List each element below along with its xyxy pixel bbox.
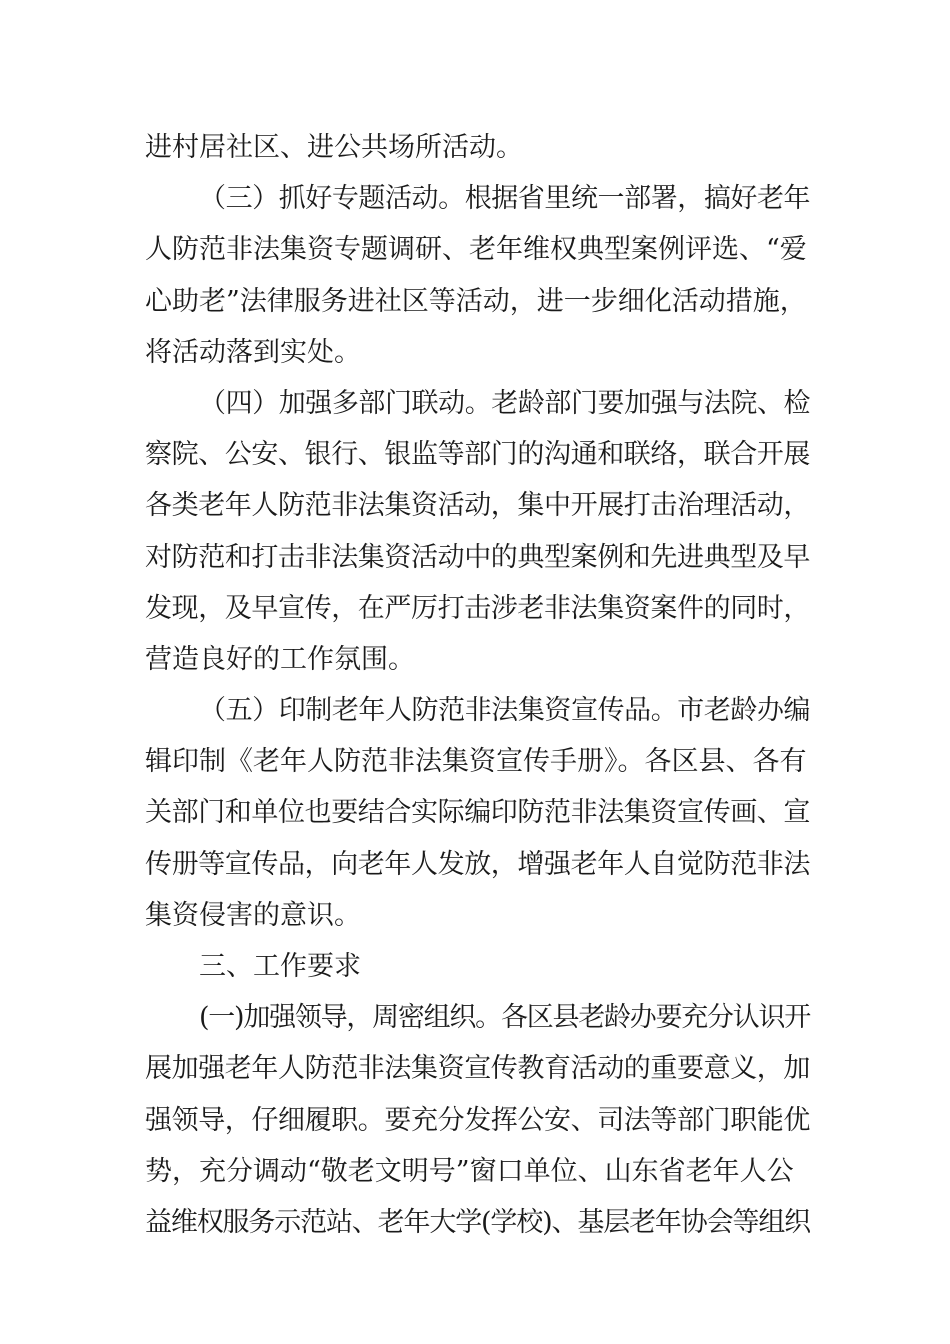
text-line: 益维权服务示范站、老年大学(学校)、基层老年协会等组织	[145, 1206, 811, 1238]
section-heading: 三、工作要求	[199, 951, 361, 982]
text-line: 势，充分调动“敬老文明号”窗口单位、山东省老年人公	[145, 1155, 794, 1187]
text-line: 人防范非法集资专题调研、老年维权典型案例评选、“爱	[145, 234, 807, 266]
text-line: 集资侵害的意识。	[145, 899, 361, 931]
text-line: 察院、公安、银行、银监等部门的沟通和联络，联合开展	[145, 439, 810, 471]
text-line: (一)加强领导，周密组织。各区县老龄办要充分认识开	[199, 1002, 811, 1034]
text-line: 营造良好的工作氛围。	[145, 643, 415, 675]
text-line: （四）加强多部门联动。老龄部门要加强与法院、检	[199, 387, 811, 419]
text-line: （五）印制老年人防范非法集资宣传品。市老龄办编	[199, 695, 811, 727]
text-line: 将活动落到实处。	[145, 336, 361, 368]
text-line: 传册等宣传品，向老年人发放，增强老年人自觉防范非法	[145, 848, 810, 880]
text-line: 进村居社区、进公共场所活动。	[145, 132, 523, 163]
text-line: （三）抓好专题活动。根据省里统一部署，搞好老年	[199, 183, 811, 215]
text-line: 各类老年人防范非法集资活动，集中开展打击治理活动，	[145, 490, 810, 522]
text-line: 展加强老年人防范非法集资宣传教育活动的重要意义，加	[145, 1053, 810, 1085]
text-line: 对防范和打击非法集资活动中的典型案例和先进典型及早	[145, 541, 810, 573]
text-line: 心助老”法律服务进社区等活动，进一步细化活动措施，	[145, 285, 807, 317]
document-page	[145, 122, 810, 1248]
text-line: 辑印制《老年人防范非法集资宣传手册》。各区县、各有	[145, 746, 807, 778]
text-line: 发现，及早宣传，在严厉打击涉老非法集资案件的同时，	[145, 592, 810, 624]
text-line: 关部门和单位也要结合实际编印防范非法集资宣传画、宣	[145, 797, 810, 829]
text-line: 强领导，仔细履职。要充分发挥公安、司法等部门职能优	[145, 1104, 810, 1136]
